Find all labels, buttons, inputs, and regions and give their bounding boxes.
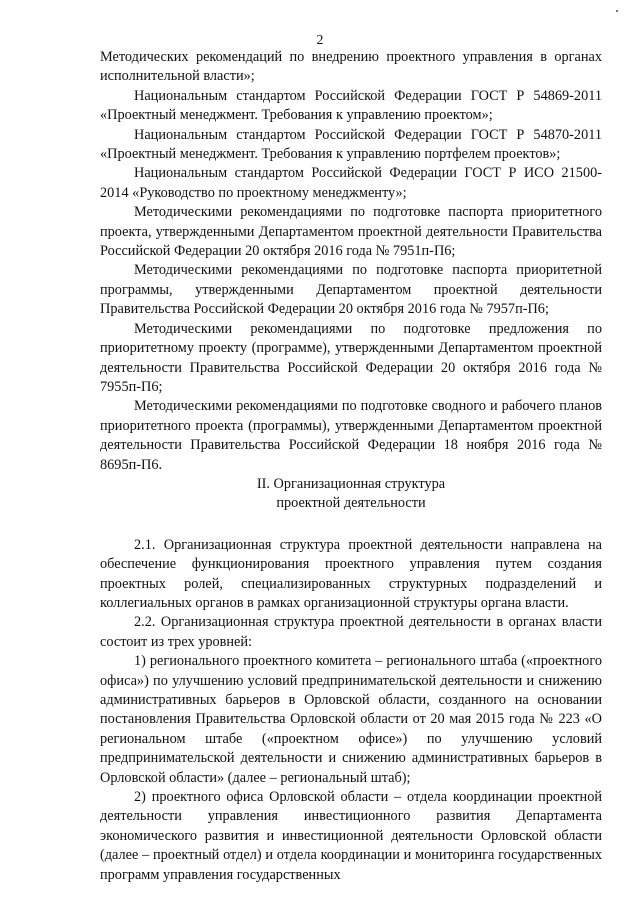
section-heading: II. Организационная структура xyxy=(256,475,446,492)
page-number: 2 xyxy=(316,33,324,48)
paragraph: Национальным стандартом Российской Федерации ГОСТ Р ИСО 21500-2014 «Руководство по проектному менеджменту»; xyxy=(100,165,602,201)
paragraph: Методических рекомендаций по внедрению проектного управления в органах исполнительной власти»; xyxy=(100,49,602,85)
scan-mark xyxy=(616,10,618,12)
paragraph: Методическими рекомендациями по подготовке паспорта приоритетного проекта, утвержденными Департаментом проектной деятельности Правительства Российской Федерации 20 октября 2016 года № 7951п-П6; xyxy=(100,204,602,260)
paragraph: Методическими рекомендациями по подготовке паспорта приоритетной программы, утвержденными Департаментом проектной деятельности Правительства Российской Федерации 20 октября 2016 года № 7957п-П6; xyxy=(100,262,602,318)
paragraph: Национальным стандартом Российской Федерации ГОСТ Р 54869-2011 «Проектный менеджмент. Требования к управлению проектом»; xyxy=(100,87,602,124)
section-heading-subtitle: проектной деятельности xyxy=(276,495,426,512)
list-item: 1) регионального проектного комитета – регионального штаба («проектного офиса») по улучшению условий предпринимательской деятельности и снижению административных барьеров в Орловской области, созданного на основании постановления Правительства Орловской области от 20 мая 2015 года № 223 «О региональном штабе («проектном офисе») по улучшению условий предпринимательской деятельности и снижению административных барьеров в Орловской области» (далее – региональный штаб); xyxy=(100,653,602,786)
document-body xyxy=(100,48,602,885)
list-item: 2) проектного офиса Орловской области – отдела координации проектной деятельности управления инвестиционного развития Департамента экономического развития и инвестиционной деятельности Орловской области (далее – проектный отдел) и отдела координации и мониторинга государственных программ управления государственных xyxy=(100,789,602,883)
paragraph: Национальным стандартом Российской Федерации ГОСТ Р 54870-2011 «Проектный менеджмент. Требования к управлению портфелем проектов»; xyxy=(100,126,602,163)
paragraph: Методическими рекомендациями по подготовке сводного и рабочего планов приоритетного проекта (программы), утвержденными Департаментом проектной деятельности Правительства Российской Федерации 18 ноября 2016 года № 8695п-П6. xyxy=(100,398,602,473)
paragraph: Методическими рекомендациями по подготовке предложения по приоритетному проекту (программе), утвержденными Департаментом проектной деятельности Правительства Российской Федерации 20 октября 2016 года № 7955п-П6; xyxy=(100,320,602,395)
paragraph: 2.1. Организационная структура проектной деятельности направлена на обеспечение функционирования проектного управления путем создания проектных ролей, специализированных структурных подразделений и коллегиальных органов в рамках организационной структуры органа власти. xyxy=(100,536,602,611)
paragraph: 2.2. Организационная структура проектной деятельности в органах власти состоит из трех уровней: xyxy=(100,614,602,650)
